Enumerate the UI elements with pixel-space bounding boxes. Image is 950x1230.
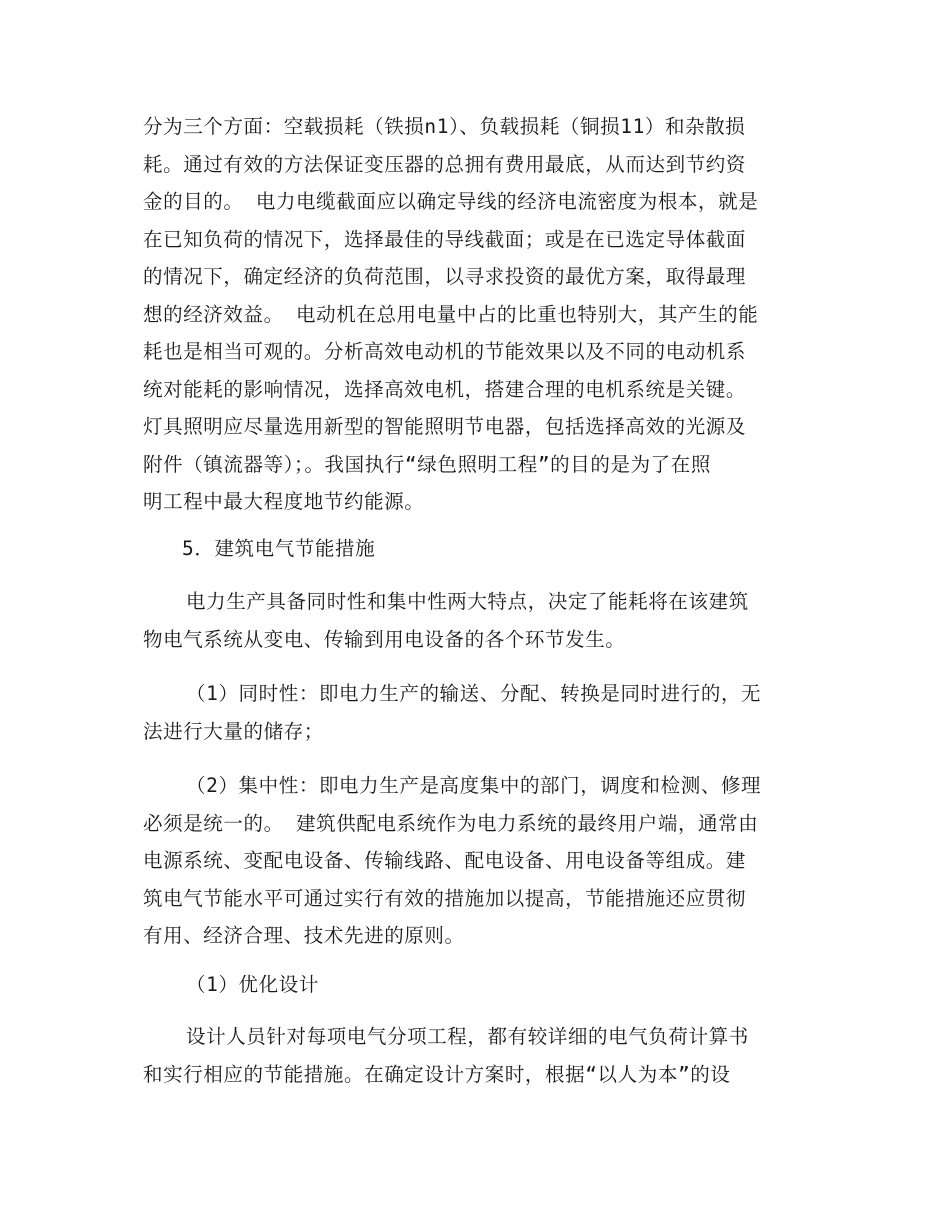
text-line: 筑电气节能水平可通过实行有效的措施加以提高，节能措施还应贯彻 xyxy=(143,886,747,910)
text-line: 想的经济效益。 电动机在总用电量中占的比重也特别大，其产生的能 xyxy=(143,302,759,326)
text-line: 法进行大量的储存； xyxy=(143,719,324,743)
text-line: 电力生产具备同时性和集中性两大特点，决定了能耗将在该建筑 xyxy=(186,590,749,613)
text-line: 的情况下，确定经济的负荷范围，以寻求投资的最优方案，取得最理 xyxy=(143,265,747,288)
text-line: 金的目的。 电力电缆截面应以确定导线的经济电流密度为根本，就是 xyxy=(143,190,759,213)
text-line: 明工程中最大程度地节约能源。 xyxy=(143,490,425,513)
heading-text: （1）优化设计 xyxy=(186,973,319,996)
paragraph-concentration xyxy=(143,767,807,955)
paragraph-transformer-losses xyxy=(143,108,807,521)
text-line: （1）同时性：即电力生产的输送、分配、转换是同时进行的，无 xyxy=(186,682,762,705)
text-line: 分为三个方面：空载损耗（铁损n1）、负载损耗（铜损11）和杂散损 xyxy=(143,115,746,138)
text-line: 耗也是相当可观的。分析高效电动机的节能效果以及不同的电动机系 xyxy=(143,340,747,363)
text-line: 耗。通过有效的方法保证变压器的总拥有费用最底，从而达到节约资 xyxy=(143,152,747,176)
text-line: 必须是统一的。 建筑供配电系统作为电力系统的最终用户端，通常由 xyxy=(143,811,759,835)
heading-text: 5．建筑电气节能措施 xyxy=(182,537,376,560)
subsection-heading xyxy=(143,966,807,1004)
text-line: 电源系统、变配电设备、传输线路、配电设备、用电设备等组成。建 xyxy=(143,849,747,872)
text-line: 设计人员针对每项电气分项工程，都有较详细的电气负荷计算书 xyxy=(186,1025,749,1048)
paragraph-power-characteristics xyxy=(143,583,807,658)
text-line: 灯具照明应尽量选用新型的智能照明节电器，包括选择高效的光源及 xyxy=(143,415,747,438)
text-line: （2）集中性：即电力生产是高度集中的部门，调度和检测、修理 xyxy=(186,774,762,797)
paragraph-optimized-design xyxy=(143,1018,807,1093)
text-line: 在已知负荷的情况下，选择最佳的导线截面；或是在已选定导体截面 xyxy=(143,227,747,251)
text-line: 有用、经济合理、技术先进的原则。 xyxy=(143,924,465,947)
text-line: 统对能耗的影响情况，选择高效电机，搭建合理的电机系统是关键。 xyxy=(143,377,747,401)
text-line: 和实行相应的节能措施。在确定设计方案时，根据“以人为本”的设 xyxy=(143,1062,731,1086)
text-line: 附件（镇流器等）；。我国执行“绿色照明工程”的目的是为了在照 xyxy=(143,452,711,476)
text-line: 物电气系统从变电、传输到用电设备的各个环节发生。 xyxy=(143,627,626,651)
section-heading xyxy=(143,530,807,568)
paragraph-simultaneity xyxy=(143,675,807,750)
